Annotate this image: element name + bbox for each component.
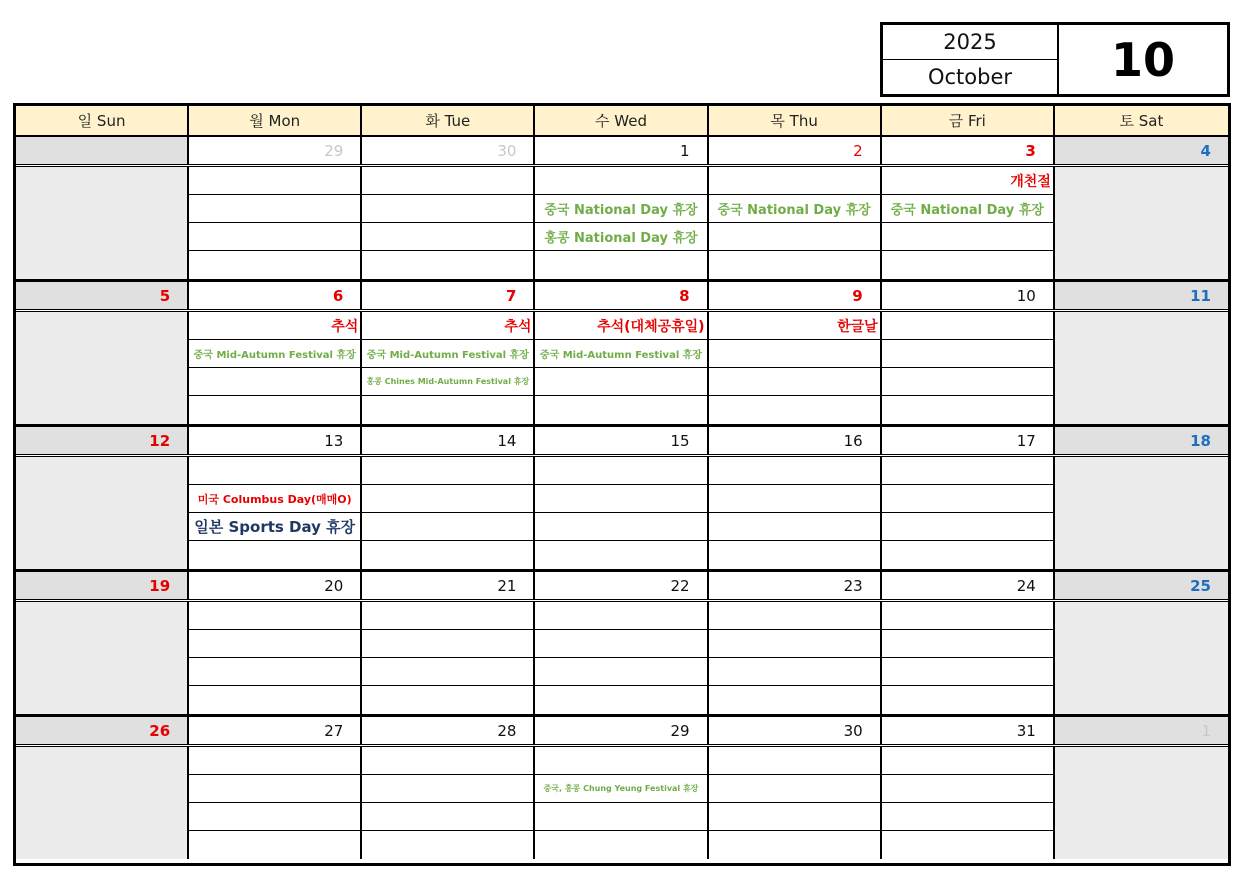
event-rows — [16, 312, 1228, 424]
event-col-mon — [189, 457, 362, 569]
event-col-sat — [1055, 167, 1228, 279]
weekday-header-mon: 월 Mon — [189, 106, 362, 135]
date-cell-sat[interactable]: 1 — [1055, 717, 1228, 744]
date-cell-mon[interactable]: 29 — [189, 137, 362, 164]
event-label[interactable]: 일본 Sports Day 휴장 — [189, 513, 360, 541]
event-col-tue — [362, 457, 535, 569]
date-row — [16, 137, 1228, 167]
holiday-label[interactable]: 추석 — [362, 312, 533, 340]
event-col-tue — [362, 312, 535, 424]
event-col-sun — [16, 457, 189, 569]
date-cell-sun[interactable]: 26 — [16, 717, 189, 744]
date-row — [16, 427, 1228, 457]
event-rows — [16, 602, 1228, 714]
date-cell-thu[interactable]: 23 — [709, 572, 882, 599]
event-col-mon — [189, 167, 362, 279]
date-cell-tue[interactable]: 28 — [362, 717, 535, 744]
event-label[interactable]: 중국 National Day 휴장 — [535, 195, 706, 223]
event-rows — [16, 747, 1228, 859]
event-label[interactable]: 중국 Mid-Autumn Festival 휴장 — [362, 340, 533, 368]
week-row-4 — [16, 572, 1228, 717]
month-name-label: October — [927, 65, 1013, 89]
week-row-5 — [16, 717, 1228, 859]
date-cell-wed[interactable]: 22 — [535, 572, 708, 599]
date-row — [16, 717, 1228, 747]
event-col-fri — [882, 312, 1055, 424]
event-label[interactable]: 중국, 홍콩 Chung Yeung Festival 휴장 — [535, 775, 706, 803]
event-label[interactable]: 중국 National Day 휴장 — [709, 195, 880, 223]
date-cell-wed[interactable]: 1 — [535, 137, 708, 164]
event-col-mon — [189, 312, 362, 424]
event-col-fri — [882, 167, 1055, 279]
event-col-tue — [362, 602, 535, 714]
date-cell-mon[interactable]: 6 — [189, 282, 362, 309]
date-cell-fri[interactable]: 31 — [882, 717, 1055, 744]
month-number-label: 10 — [1110, 32, 1175, 87]
calendar-grid — [13, 103, 1231, 866]
date-cell-fri[interactable]: 3 — [882, 137, 1055, 164]
weekday-header-tue: 화 Tue — [362, 106, 535, 135]
event-col-thu — [709, 457, 882, 569]
event-label[interactable]: 중국 National Day 휴장 — [882, 195, 1053, 223]
event-col-wed — [535, 602, 708, 714]
event-label[interactable]: 홍콩 National Day 휴장 — [535, 223, 706, 251]
event-col-mon — [189, 602, 362, 714]
event-col-sat — [1055, 602, 1228, 714]
holiday-label[interactable]: 추석(대체공휴일) — [535, 312, 706, 340]
event-col-sun — [16, 167, 189, 279]
week-row-1 — [16, 137, 1228, 282]
date-cell-sun[interactable] — [16, 137, 189, 164]
date-cell-tue[interactable]: 7 — [362, 282, 535, 309]
date-cell-thu[interactable]: 30 — [709, 717, 882, 744]
date-cell-fri[interactable]: 10 — [882, 282, 1055, 309]
event-col-wed — [535, 457, 708, 569]
event-label[interactable]: 중국 Mid-Autumn Festival 휴장 — [189, 340, 360, 368]
week-row-3 — [16, 427, 1228, 572]
date-cell-sat[interactable]: 11 — [1055, 282, 1228, 309]
holiday-label[interactable]: 한글날 — [709, 312, 880, 340]
event-col-thu — [709, 747, 882, 859]
weekday-header-thu: 목 Thu — [709, 106, 882, 135]
date-cell-sun[interactable]: 5 — [16, 282, 189, 309]
event-col-tue — [362, 747, 535, 859]
event-col-fri — [882, 747, 1055, 859]
date-cell-wed[interactable]: 15 — [535, 427, 708, 454]
event-col-sat — [1055, 747, 1228, 859]
holiday-label[interactable]: 추석 — [189, 312, 360, 340]
date-cell-wed[interactable]: 29 — [535, 717, 708, 744]
date-cell-fri[interactable]: 24 — [882, 572, 1055, 599]
date-cell-thu[interactable]: 16 — [709, 427, 882, 454]
event-col-sun — [16, 747, 189, 859]
date-cell-mon[interactable]: 27 — [189, 717, 362, 744]
event-label[interactable]: 미국 Columbus Day(매매O) — [189, 485, 360, 513]
date-cell-sun[interactable]: 12 — [16, 427, 189, 454]
date-cell-wed[interactable]: 8 — [535, 282, 708, 309]
event-label[interactable]: 홍콩 Chines Mid-Autumn Festival 휴장 — [362, 368, 533, 396]
date-cell-sun[interactable]: 19 — [16, 572, 189, 599]
event-col-thu — [709, 167, 882, 279]
event-rows — [16, 167, 1228, 279]
event-col-thu — [709, 602, 882, 714]
event-rows — [16, 457, 1228, 569]
date-cell-sat[interactable]: 25 — [1055, 572, 1228, 599]
date-row — [16, 282, 1228, 312]
date-row — [16, 572, 1228, 602]
date-cell-mon[interactable]: 13 — [189, 427, 362, 454]
date-cell-tue[interactable]: 14 — [362, 427, 535, 454]
weekday-header-wed: 수 Wed — [535, 106, 708, 135]
week-row-2 — [16, 282, 1228, 427]
weekday-header-sat: 토 Sat — [1055, 106, 1228, 135]
date-cell-thu[interactable]: 9 — [709, 282, 882, 309]
weekday-header-fri: 금 Fri — [882, 106, 1055, 135]
date-cell-fri[interactable]: 17 — [882, 427, 1055, 454]
event-label[interactable]: 중국 Mid-Autumn Festival 휴장 — [535, 340, 706, 368]
event-col-fri — [882, 457, 1055, 569]
weekday-header-row — [16, 106, 1228, 137]
holiday-label[interactable]: 개천절 — [882, 167, 1053, 195]
date-cell-tue[interactable]: 21 — [362, 572, 535, 599]
date-cell-sat[interactable]: 4 — [1055, 137, 1228, 164]
month-header — [880, 22, 1230, 97]
date-cell-sat[interactable]: 18 — [1055, 427, 1228, 454]
event-col-tue — [362, 167, 535, 279]
date-cell-tue[interactable]: 30 — [362, 137, 535, 164]
date-cell-thu[interactable]: 2 — [709, 137, 882, 164]
event-col-thu — [709, 312, 882, 424]
month-header-left — [883, 25, 1059, 94]
event-col-wed — [535, 167, 708, 279]
event-col-sat — [1055, 312, 1228, 424]
event-col-sat — [1055, 457, 1228, 569]
weekday-header-sun: 일 Sun — [16, 106, 189, 135]
date-cell-mon[interactable]: 20 — [189, 572, 362, 599]
event-col-wed — [535, 747, 708, 859]
year-label: 2025 — [883, 25, 1057, 60]
event-col-sun — [16, 312, 189, 424]
event-col-fri — [882, 602, 1055, 714]
event-col-wed — [535, 312, 708, 424]
event-col-mon — [189, 747, 362, 859]
event-col-sun — [16, 602, 189, 714]
